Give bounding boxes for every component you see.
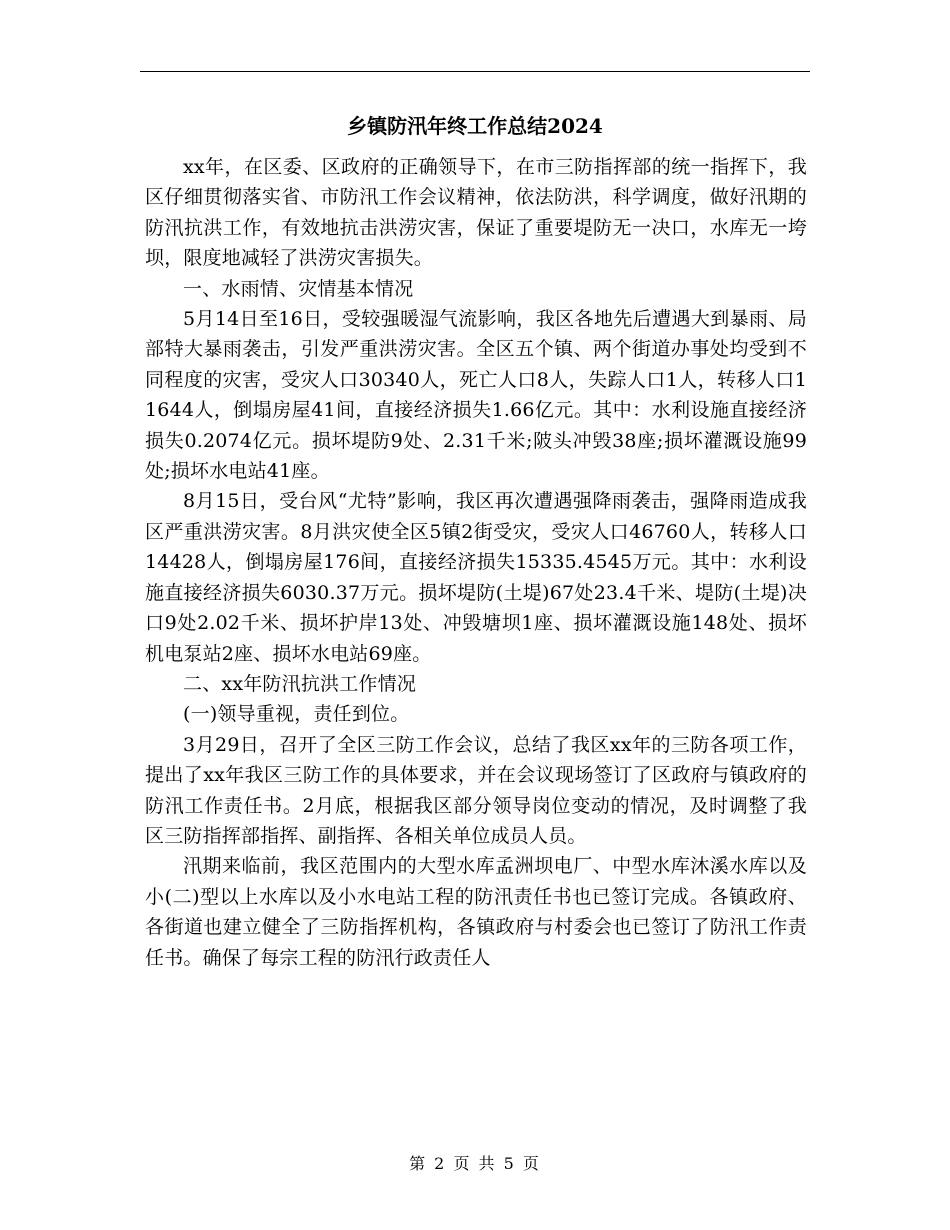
document-body [145, 152, 807, 973]
section-heading-2: 二、xx年防汛抗洪工作情况 [183, 672, 417, 695]
paragraph-meeting: 3月29日，召开了全区三防工作会议，总结了我区xx年的三防各项工作，提出了xx年我区三防工作的具体要求，并在会议现场签订了区政府与镇政府的防汛工作责任书。2月底，根据我区部分领导岗位变动的情况，及时调整了我区三防指挥部指挥、副指挥、各相关单位成员人员。 [145, 733, 807, 847]
header-rule [140, 71, 810, 72]
page-footer: 第 2 页 共 5 页 [409, 1154, 541, 1173]
document-title: 乡镇防汛年终工作总结2024 [347, 114, 603, 138]
subsection-heading-1: (一)领导重视，责任到位。 [183, 703, 410, 726]
paragraph-intro: xx年，在区委、区政府的正确领导下，在市三防指挥部的统一指挥下，我区仔细贯彻落实省、市防汛工作会议精神，依法防洪，科学调度，做好汛期的防汛抗洪工作，有效地抗击洪涝灾害，保证了重要堤防无一决口，水库无一垮坝，限度地减轻了洪涝灾害损失。 [145, 156, 807, 270]
paragraph-august-typhoon: 8月15日，受台风“尤特”影响，我区再次遭遇强降雨袭击，强降雨造成我区严重洪涝灾害。8月洪灾使全区5镇2街受灾，受灾人口46760人，转移人口14428人，倒塌房屋176间，直接经济损失15335.4545万元。其中：水利设施直接经济损失6030.37万元。损坏堤防(土堤)67处23.4千米、堤防(土堤)决口9处2.02千米、损坏护岸13处、冲毁塘坝1座、损坏灌溉设施148处、损坏机电泵站2座、损坏水电站69座。 [145, 490, 807, 665]
section-heading-1: 一、水雨情、灾情基本情况 [183, 277, 414, 300]
paragraph-may-flood: 5月14日至16日，受较强暖湿气流影响，我区各地先后遭遇大到暴雨、局部特大暴雨袭击，引发严重洪涝灾害。全区五个镇、两个街道办事处均受到不同程度的灾害，受灾人口30340人，死亡人口8人，失踪人口1人，转移人口11644人，倒塌房屋41间，直接经济损失1.66亿元。其中：水利设施直接经济损失0.2074亿元。损坏堤防9处、2.31千米;陂头冲毁38座;损坏灌溉设施99处;损坏水电站41座。 [145, 308, 807, 483]
paragraph-responsibility: 汛期来临前，我区范围内的大型水库孟洲坝电厂、中型水库沐溪水库以及小(二)型以上水库以及小水电站工程的防汛责任书也已签订完成。各镇政府、各街道也建立健全了三防指挥机构，各镇政府与村委会也已签订了防汛工作责任书。确保了每宗工程的防汛行政责任人 [145, 855, 807, 969]
